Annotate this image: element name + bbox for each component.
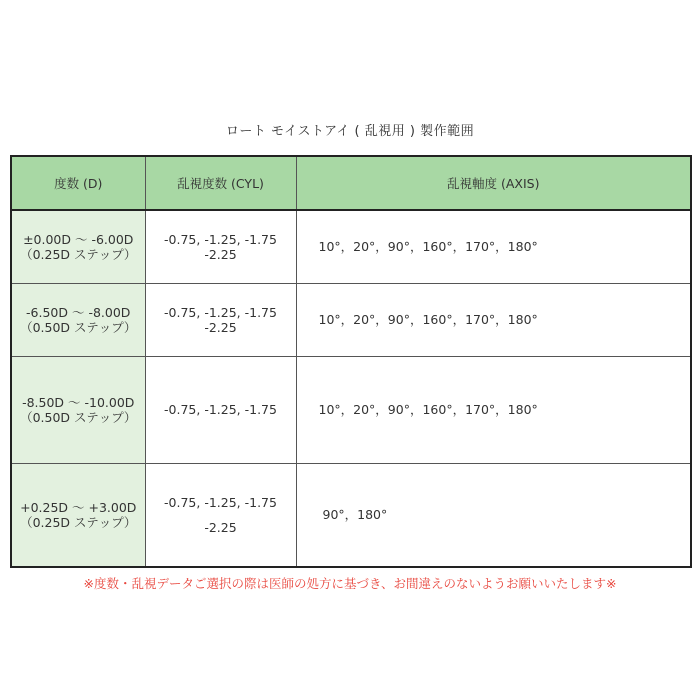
caution-note: ※度数・乱視データご選択の際は医師の処方に基づき、お間違えのないようお願いいたします※: [83, 576, 617, 591]
axis-values: 90°，180°: [322, 507, 388, 523]
header-axis: 乱視軸度 (AXIS): [296, 156, 691, 210]
table-header-row: [11, 156, 691, 210]
table-row: [11, 463, 691, 567]
cyl-cell: [145, 210, 296, 283]
power-range: -8.50D ～ -10.00D: [22, 394, 135, 410]
power-step: （0.50D ステップ）: [20, 319, 137, 335]
cyl-cell: [145, 463, 296, 567]
table-row: [11, 356, 691, 463]
table-row: [11, 283, 691, 356]
cyl-values-extra: -2.25: [204, 246, 237, 262]
cyl-values: -0.75, -1.25, -1.75: [164, 494, 277, 510]
header-cyl: 乱視度数 (CYL): [145, 156, 296, 210]
cyl-cell: [145, 283, 296, 356]
power-range: -6.50D ～ -8.00D: [26, 304, 131, 320]
power-cell: [11, 463, 145, 567]
header-power: 度数 (D): [11, 156, 145, 210]
spec-table: [10, 155, 692, 568]
axis-cell: 10°，20°，90°，160°，170°，180°: [296, 210, 691, 283]
axis-cell: [296, 463, 691, 567]
cyl-values-extra: -2.25: [204, 519, 237, 535]
cyl-values: -0.75, -1.25, -1.75: [164, 402, 277, 417]
cyl-cell: [145, 356, 296, 463]
power-range: ±0.00D ～ -6.00D: [23, 231, 134, 247]
power-cell: [11, 356, 145, 463]
power-cell: [11, 210, 145, 283]
cyl-values: -0.75, -1.25, -1.75: [164, 231, 277, 247]
table-row: [11, 210, 691, 283]
cyl-values-extra: -2.25: [204, 319, 237, 335]
axis-cell: 10°，20°，90°，160°，170°，180°: [296, 283, 691, 356]
power-cell: [11, 283, 145, 356]
power-step: （0.25D ステップ）: [20, 246, 137, 262]
power-step: （0.50D ステップ）: [20, 409, 137, 425]
power-step: （0.25D ステップ）: [20, 514, 137, 530]
page-title: ロート モイストアイ ( 乱視用 ) 製作範囲: [225, 124, 475, 139]
power-range: +0.25D ～ +3.00D: [20, 499, 137, 515]
axis-cell: 10°，20°，90°，160°，170°，180°: [296, 356, 691, 463]
cyl-values: -0.75, -1.25, -1.75: [164, 304, 277, 320]
